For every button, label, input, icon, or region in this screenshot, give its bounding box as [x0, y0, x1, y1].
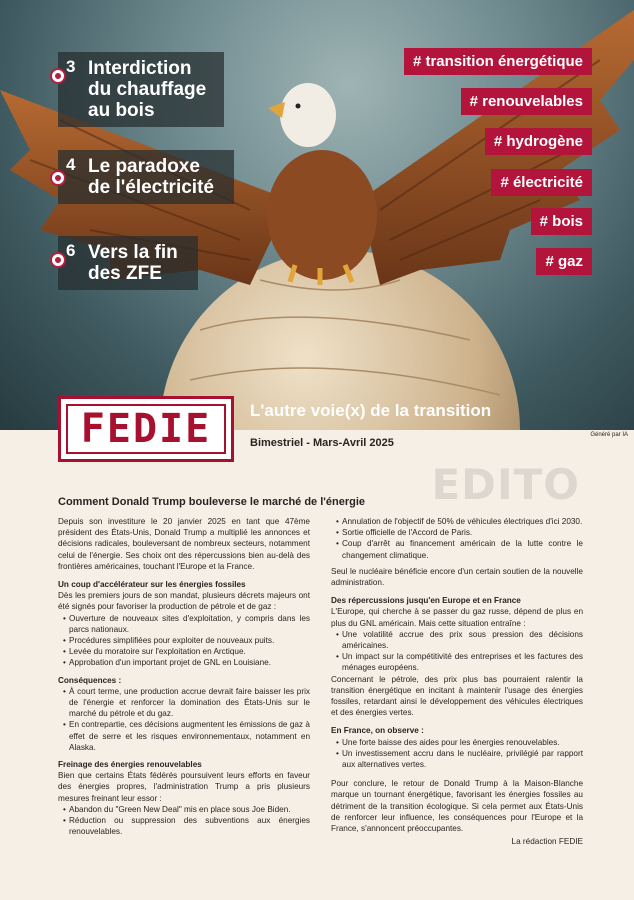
section-heading: Freinage des énergies renouvelables: [58, 760, 202, 770]
teaser-paradoxe-electricite[interactable]: [58, 150, 234, 204]
list-item: • Coup d'arrêt au financement américain de la lutte contre le changement climatique.: [342, 538, 583, 560]
ia-credit: Généré par IA: [590, 432, 628, 438]
section-heading: En France, on observe :: [331, 726, 424, 736]
teaser-chauffage-bois[interactable]: [58, 52, 224, 127]
bullet-list: [58, 613, 310, 669]
list-item: • Levée du moratoire sur l'exploitation en Arctique.: [69, 646, 310, 657]
target-icon: [50, 170, 66, 186]
article-column-right: [331, 516, 583, 847]
list-item: • Abandon du "Green New Deal" mis en place sous Joe Biden.: [69, 804, 310, 815]
teaser-title: Le paradoxe de l'électricité: [88, 156, 214, 198]
tag-bois[interactable]: # bois: [531, 208, 592, 235]
cover-image: [0, 0, 634, 430]
logo-text: FEDIE: [80, 406, 212, 452]
article-column-left: [58, 516, 310, 842]
bullet-list: [331, 737, 583, 771]
target-icon: [50, 252, 66, 268]
teaser-title: Interdiction du chauffage au bois: [88, 58, 207, 121]
tag-gaz[interactable]: # gaz: [536, 248, 592, 275]
list-item: • Sortie officielle de l'Accord de Paris.: [342, 527, 583, 538]
teaser-page-number: 3: [66, 57, 76, 76]
list-item: • À court terme, une production accrue devrait faire baisser les prix de l'énergie et renforcer la domination des États-Unis sur le marché du pétrole et du gaz.: [69, 686, 310, 720]
teaser-fin-zfe[interactable]: [58, 236, 198, 290]
bullet-list: [58, 804, 310, 838]
bullet-list: [331, 516, 583, 561]
section-heading: Conséquences :: [58, 675, 122, 685]
section-title: EDITO: [431, 460, 580, 509]
conclusion: Pour conclure, le retour de Donald Trump à la Maison-Blanche marque un tournant énergétique, favorisant les énergies fossiles au détriment de la transition écologique. Si cela permet aux États-Unis de renforcer leur influence, les conséquences pour l'Europe et la France, s'annoncent préoccupantes.: [331, 779, 583, 834]
section-heading: Des répercussions jusqu'en Europe et en France: [331, 596, 521, 606]
masthead-tagline: L'autre voie(x) de la transition: [250, 401, 492, 420]
tag-electricite[interactable]: # électricité: [491, 169, 592, 196]
signature: La rédaction FEDIE: [511, 837, 583, 847]
list-item: • Procédures simplifiées pour exploiter de nouveaux puits.: [69, 635, 310, 646]
fedie-logo: [58, 396, 234, 462]
teaser-page-number: 4: [66, 155, 76, 174]
list-item: • Approbation d'un important projet de GNL en Louisiane.: [69, 657, 310, 668]
paragraph: L'Europe, qui cherche à se passer du gaz russe, dépend de plus en plus du GNL américain. Mais cette situation entraîne :: [331, 607, 583, 628]
list-item: • Une volatilité accrue des prix sous pression des décisions américaines.: [342, 629, 583, 651]
article-intro: Depuis son investiture le 20 janvier 2025 en tant que 47ème président des États-Unis, Donald Trump a multiplié les annonces et décisions radicales, bouleversant de nombreux secteurs, notamment celui de l'énergie. Ses choix ont des répercussions bien au-delà des frontières américaines, touchant l'Europe et la France.: [58, 517, 310, 571]
paragraph: Seul le nucléaire bénéficie encore d'un certain soutien de la nouvelle administration.: [331, 566, 583, 588]
teaser-page-number: 6: [66, 241, 76, 260]
eagle-head: [280, 83, 336, 147]
bullet-list: [331, 629, 583, 674]
list-item: • En contrepartie, ces décisions augmentent les émissions de gaz à effet de serre et les risques environnementaux, notamment en Alaska.: [69, 719, 310, 753]
paragraph: Dès les premiers jours de son mandat, plusieurs décrets majeurs ont été signés pour favoriser la production de pétrole et de gaz :: [58, 591, 310, 612]
bullet-list: [58, 686, 310, 753]
tag-transition-energetique[interactable]: # transition énergétique: [404, 48, 592, 75]
list-item: • Une forte baisse des aides pour les énergies renouvelables.: [342, 737, 583, 748]
teaser-title: Vers la fin des ZFE: [88, 242, 178, 284]
paragraph: Bien que certains États fédérés poursuivent leurs efforts en faveur des énergies propres, l'administration Trump a pris plusieurs mesures freinant leur essor :: [58, 771, 310, 803]
article-headline: Comment Donald Trump bouleverse le marché de l'énergie: [58, 496, 366, 508]
tag-renouvelables[interactable]: # renouvelables: [461, 88, 592, 115]
paragraph: Concernant le pétrole, des prix plus bas pourraient ralentir la transition énergétique en incitant à maintenir l'usage des énergies fossiles, retardant ainsi le développement des véhicules électriques et des énergies vertes.: [331, 674, 583, 718]
eagle-body: [267, 150, 377, 280]
list-item: • Un impact sur la compétitivité des entreprises et les factures des ménages européens.: [342, 651, 583, 673]
list-item: • Un investissement accru dans le nucléaire, privilégié par rapport aux alternatives vertes.: [342, 748, 583, 770]
tag-hydrogene[interactable]: # hydrogène: [485, 128, 592, 155]
target-icon: [50, 68, 66, 84]
list-item: • Ouverture de nouveaux sites d'exploitation, y compris dans les parcs nationaux.: [69, 613, 310, 635]
section-heading: Un coup d'accélérateur sur les énergies fossiles: [58, 580, 246, 590]
list-item: • Annulation de l'objectif de 50% de véhicules électriques d'ici 2030.: [342, 516, 583, 527]
list-item: • Réduction ou suppression des subventions aux énergies renouvelables.: [69, 815, 310, 837]
issue-periodicity: Bimestriel - Mars-Avril 2025: [250, 437, 394, 449]
